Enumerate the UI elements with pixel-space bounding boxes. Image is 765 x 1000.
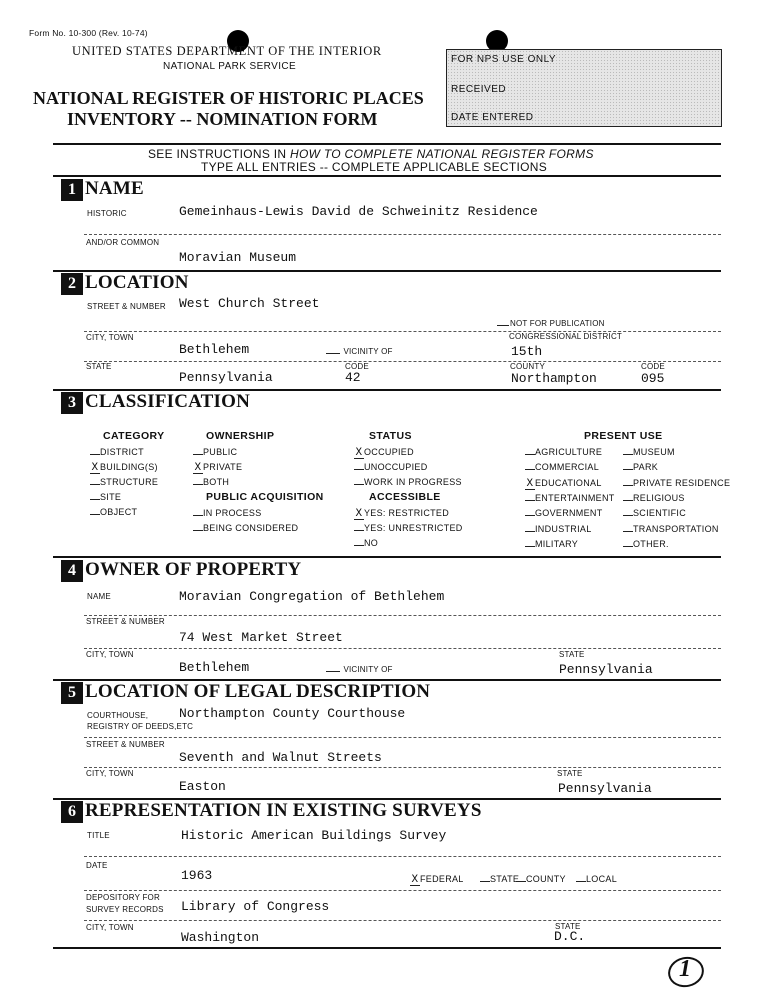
present-use-option[interactable] <box>623 493 685 503</box>
checkbox-mark <box>525 515 535 516</box>
option-label: PUBLIC <box>203 447 238 457</box>
option-label: OBJECT <box>100 507 138 517</box>
state-code-value: 42 <box>345 370 361 385</box>
survey-level-option[interactable] <box>410 874 464 886</box>
common-name-label: AND/OR COMMON <box>86 238 160 247</box>
option-label: RELIGIOUS <box>633 492 685 503</box>
survey-city-label: CITY, TOWN <box>86 923 134 932</box>
checkbox-mark <box>90 484 100 485</box>
checkbox-mark <box>90 514 100 515</box>
registry-label: REGISTRY OF DEEDS,ETC <box>87 722 194 731</box>
depository-value: Library of Congress <box>181 899 330 914</box>
present-use-heading: PRESENT USE <box>584 430 663 442</box>
checkbox-mark <box>576 881 586 882</box>
checkbox-mark <box>516 881 526 882</box>
option-label: DISTRICT <box>100 447 144 457</box>
county-value: Northampton <box>511 371 597 386</box>
form-title-line1: NATIONAL REGISTER OF HISTORIC PLACES <box>33 88 424 108</box>
survey-level-option[interactable] <box>576 874 617 884</box>
present-use-option[interactable] <box>623 539 669 549</box>
legal-state-label: STATE <box>557 769 583 778</box>
instructions-line1: SEE INSTRUCTIONS IN HOW TO COMPLETE NATIONAL REGISTER FORMS <box>148 147 594 161</box>
code-label: CODE <box>345 362 369 371</box>
owner-state-value: Pennsylvania <box>559 662 653 677</box>
divider <box>84 856 721 857</box>
nps-use-only-box <box>446 49 722 127</box>
status-heading: STATUS <box>369 430 412 442</box>
divider <box>53 143 721 145</box>
owner-vicinity-of: VICINITY OF <box>326 665 393 674</box>
option-label: PARK <box>633 462 659 473</box>
checkbox-mark <box>354 545 364 546</box>
present-use-option[interactable] <box>525 447 602 457</box>
checkbox-mark <box>525 454 535 455</box>
checkbox-mark: X <box>411 874 419 886</box>
present-use-option[interactable] <box>623 524 719 534</box>
section-title: REPRESENTATION IN EXISTING SURVEYS <box>85 800 482 821</box>
section-number: 3 <box>61 392 83 414</box>
checkbox-mark <box>354 530 364 531</box>
status-option[interactable] <box>354 477 462 487</box>
section-title: CLASSIFICATION <box>85 391 251 412</box>
checkbox-mark <box>354 484 364 485</box>
survey-title-label: TITLE <box>87 831 110 840</box>
section-number: 5 <box>61 682 83 704</box>
option-label: STATE <box>490 874 520 884</box>
form-title-line2: INVENTORY -- NOMINATION FORM <box>67 109 378 129</box>
option-label: ENTERTAINMENT <box>535 492 615 503</box>
county-code-label: CODE <box>641 362 665 371</box>
survey-records-label: SURVEY RECORDS <box>86 905 164 914</box>
option-label: PRIVATE RESIDENCE <box>633 477 731 488</box>
option-label: SITE <box>100 492 122 502</box>
category-option[interactable] <box>90 447 144 457</box>
section-number: 1 <box>61 179 83 201</box>
checkbox-mark <box>623 500 633 501</box>
congressional-district-value: 15th <box>511 344 543 359</box>
instructions-line2: TYPE ALL ENTRIES -- COMPLETE APPLICABLE SECTIONS <box>201 160 548 174</box>
owner-city-value: Bethlehem <box>179 660 250 675</box>
acquisition-option[interactable] <box>193 508 262 518</box>
county-code-value: 095 <box>641 371 665 386</box>
present-use-option[interactable] <box>623 462 658 472</box>
historic-name-value: Gemeinhaus-Lewis David de Schweinitz Residence <box>179 204 538 219</box>
received-label: RECEIVED <box>451 84 507 95</box>
legal-street-label: STREET & NUMBER <box>86 740 165 749</box>
option-label: INDUSTRIAL <box>535 523 592 534</box>
section-title: LOCATION <box>85 272 189 293</box>
accessible-option[interactable] <box>354 523 463 533</box>
option-label: SCIENTIFIC <box>633 508 687 519</box>
not-for-publication: NOT FOR PUBLICATION <box>497 319 605 328</box>
present-use-option[interactable] <box>525 508 603 518</box>
divider <box>84 890 721 891</box>
checkbox-mark <box>525 531 535 532</box>
ownership-heading: OWNERSHIP <box>206 430 275 442</box>
courthouse-value: Northampton County Courthouse <box>179 706 406 721</box>
legal-city-label: CITY, TOWN <box>86 769 134 778</box>
checkbox-mark <box>623 454 633 455</box>
accessible-heading: ACCESSIBLE <box>369 491 441 503</box>
option-label: MILITARY <box>535 538 579 549</box>
category-option[interactable] <box>90 462 158 474</box>
county-label: COUNTY <box>510 362 545 371</box>
divider <box>84 920 721 921</box>
owner-street-value: 74 West Market Street <box>179 630 343 645</box>
option-label: COUNTY <box>526 874 566 884</box>
service-name: NATIONAL PARK SERVICE <box>163 61 297 72</box>
ownership-option[interactable] <box>193 477 229 487</box>
checkbox-mark <box>90 454 100 455</box>
nps-box-heading: FOR NPS USE ONLY <box>451 54 557 65</box>
divider <box>53 556 721 558</box>
survey-date-label: DATE <box>86 861 108 870</box>
checkbox-mark: X <box>355 447 363 459</box>
checkbox-mark <box>90 499 100 500</box>
option-label: FEDERAL <box>420 874 464 884</box>
section-number: 4 <box>61 560 83 582</box>
owner-city-label: CITY, TOWN <box>86 650 134 659</box>
option-label: BUILDING(S) <box>100 462 158 472</box>
ownership-option[interactable] <box>193 462 242 474</box>
legal-city-value: Easton <box>179 779 226 794</box>
checkbox-mark <box>623 515 633 516</box>
checkbox-mark <box>623 485 633 486</box>
form-number: Form No. 10-300 (Rev. 10-74) <box>29 28 148 38</box>
section-title: LOCATION OF LEGAL DESCRIPTION <box>85 681 431 702</box>
depository-label: DEPOSITORY FOR <box>86 893 160 902</box>
option-label: LOCAL <box>586 874 618 884</box>
divider <box>84 767 721 768</box>
option-label: WORK IN PROGRESS <box>364 477 462 487</box>
option-label: NO <box>364 538 379 548</box>
city-label: CITY, TOWN <box>86 333 134 342</box>
vicinity-of: VICINITY OF <box>326 347 393 356</box>
option-label: AGRICULTURE <box>535 447 603 457</box>
option-label: BOTH <box>203 477 230 487</box>
state-value: Pennsylvania <box>179 370 273 385</box>
checkbox-mark <box>480 881 490 882</box>
option-label: YES: UNRESTRICTED <box>364 523 463 533</box>
public-acquisition-heading: PUBLIC ACQUISITION <box>206 491 324 503</box>
owner-state-label: STATE <box>559 650 585 659</box>
status-option[interactable] <box>354 447 414 459</box>
survey-city-value: Washington <box>181 930 260 945</box>
checkbox-mark <box>623 546 633 547</box>
street-value: West Church Street <box>179 296 320 311</box>
acquisition-option[interactable] <box>193 523 298 533</box>
date-entered-label: DATE ENTERED <box>451 112 534 123</box>
survey-state-value: D.C. <box>554 929 586 944</box>
survey-level-option[interactable] <box>516 874 566 884</box>
checkbox-mark: X <box>91 462 99 474</box>
checkbox-mark <box>525 500 535 501</box>
divider <box>84 648 721 649</box>
option-label: OTHER. <box>633 538 669 549</box>
ownership-option[interactable] <box>193 447 237 457</box>
section-title: OWNER OF PROPERTY <box>85 559 302 580</box>
option-label: EDUCATIONAL <box>535 477 602 488</box>
checkbox-mark <box>193 515 203 516</box>
survey-title-value: Historic American Buildings Survey <box>181 828 447 843</box>
status-option[interactable] <box>354 462 428 472</box>
option-label: OCCUPIED <box>364 447 414 457</box>
accessible-option[interactable] <box>354 538 378 548</box>
accessible-option[interactable] <box>354 508 449 520</box>
section-number: 6 <box>61 801 83 823</box>
historic-label: HISTORIC <box>87 209 127 218</box>
checkbox-mark <box>623 469 633 470</box>
present-use-option[interactable] <box>525 462 599 472</box>
option-label: MUSEUM <box>633 447 675 457</box>
section-title: NAME <box>85 178 144 199</box>
street-label: STREET & NUMBER <box>87 302 166 311</box>
checkbox-mark: X <box>526 477 534 490</box>
courthouse-label: COURTHOUSE, <box>87 711 149 720</box>
divider <box>84 361 721 362</box>
congressional-district-label: CONGRESSIONAL DISTRICT <box>509 332 623 341</box>
owner-name-value: Moravian Congregation of Bethlehem <box>179 589 445 604</box>
option-label: YES: RESTRICTED <box>364 508 450 518</box>
legal-street-value: Seventh and Walnut Streets <box>179 750 382 765</box>
page-number: 1 <box>679 956 691 982</box>
divider <box>84 331 721 332</box>
option-label: PRIVATE <box>203 462 243 472</box>
option-label: IN PROCESS <box>203 508 262 518</box>
present-use-option[interactable] <box>623 478 730 488</box>
survey-date-value: 1963 <box>181 868 213 883</box>
owner-street-label: STREET & NUMBER <box>86 617 165 626</box>
checkbox-mark: X <box>194 462 202 474</box>
present-use-option[interactable] <box>623 447 675 457</box>
state-label: STATE <box>86 362 112 371</box>
present-use-option[interactable] <box>525 493 615 503</box>
city-value: Bethlehem <box>179 342 250 357</box>
divider <box>53 947 721 949</box>
divider <box>53 175 721 177</box>
divider <box>84 737 721 738</box>
common-name-value: Moravian Museum <box>179 250 297 265</box>
checkbox-mark <box>623 531 633 532</box>
option-label: GOVERNMENT <box>535 508 603 519</box>
checkbox-mark <box>525 546 535 547</box>
option-label: UNOCCUPIED <box>364 462 428 472</box>
checkbox-mark <box>193 484 203 485</box>
present-use-option[interactable] <box>525 524 592 534</box>
category-option[interactable] <box>90 492 121 502</box>
checkbox-mark <box>193 454 203 455</box>
present-use-option[interactable] <box>525 539 578 549</box>
survey-state-label: STATE <box>555 922 581 931</box>
department-name: UNITED STATES DEPARTMENT OF THE INTERIOR <box>72 44 382 58</box>
option-label: COMMERCIAL <box>535 462 600 473</box>
option-label: STRUCTURE <box>100 477 159 487</box>
section-number: 2 <box>61 273 83 295</box>
owner-name-label: NAME <box>87 592 111 601</box>
category-option[interactable] <box>90 477 158 487</box>
checkbox-mark <box>193 530 203 531</box>
option-label: BEING CONSIDERED <box>203 523 299 533</box>
checkbox-mark: X <box>355 508 363 520</box>
present-use-option[interactable] <box>623 508 686 518</box>
legal-state-value: Pennsylvania <box>558 781 652 796</box>
checkbox-mark <box>525 469 535 470</box>
divider <box>84 615 721 616</box>
option-label: TRANSPORTATION <box>633 523 719 534</box>
category-option[interactable] <box>90 507 137 517</box>
divider <box>84 234 721 235</box>
checkbox-mark <box>354 469 364 470</box>
category-heading: CATEGORY <box>103 430 165 442</box>
present-use-option[interactable] <box>525 478 602 490</box>
survey-level-option[interactable] <box>480 874 519 884</box>
